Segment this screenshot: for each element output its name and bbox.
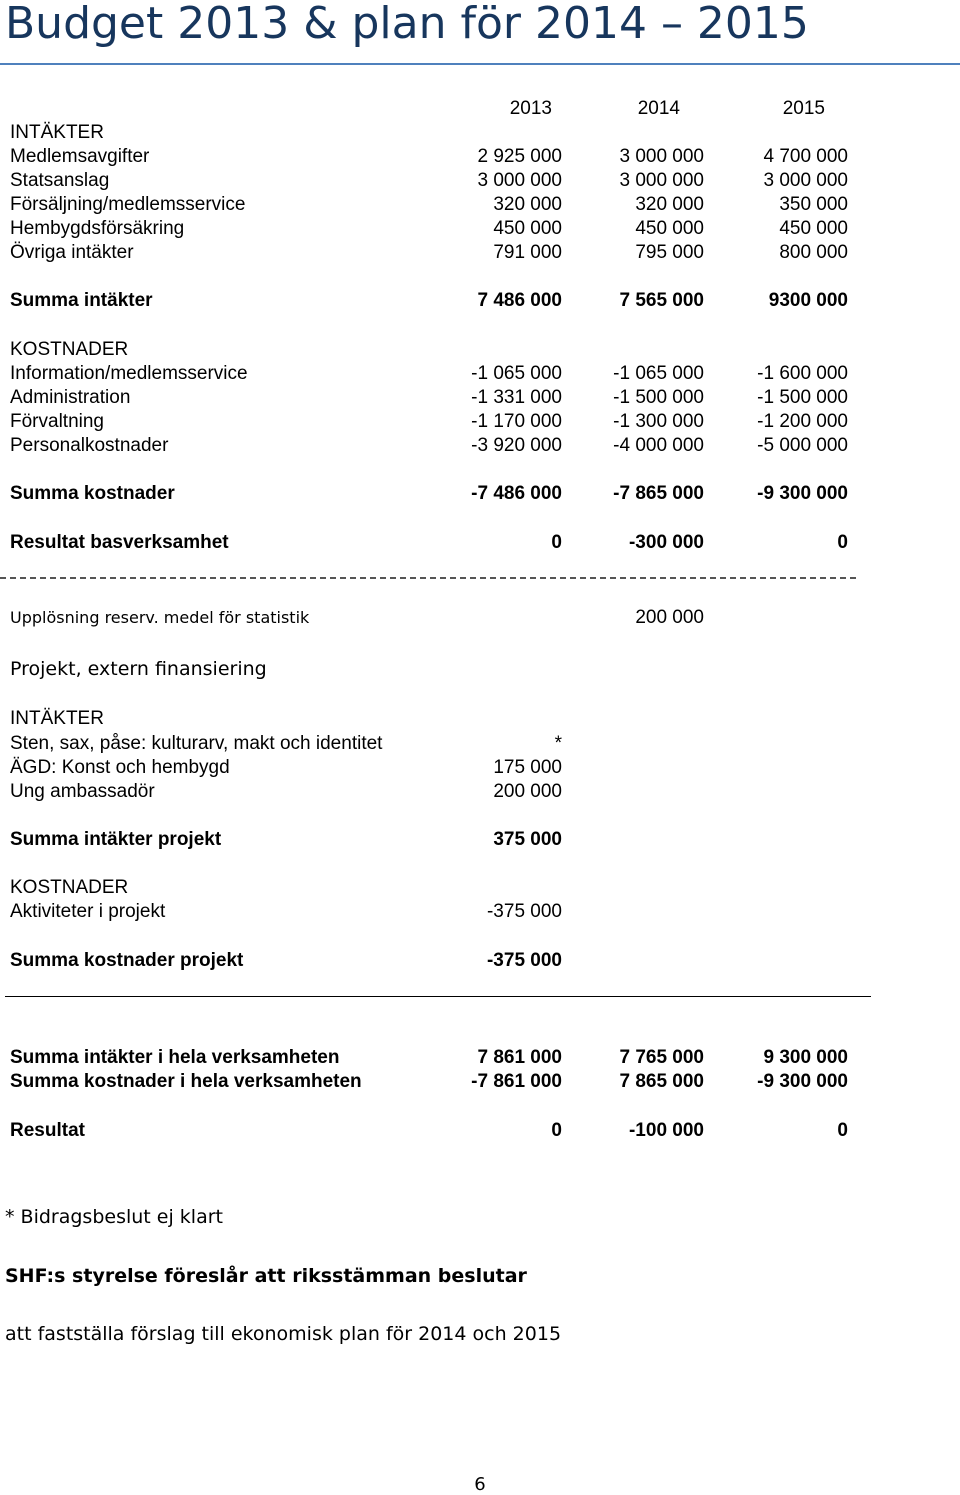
row-label: Sten, sax, påse: kulturarv, makt och identitet bbox=[10, 733, 383, 754]
value-2013: -3 920 000 bbox=[471, 435, 562, 456]
row-label: Summa kostnader bbox=[10, 483, 175, 504]
value-2014: -4 000 000 bbox=[613, 435, 704, 456]
table-row bbox=[0, 241, 960, 265]
project-income-heading-row bbox=[0, 707, 960, 731]
row-label: Summa intäkter projekt bbox=[10, 829, 222, 850]
value-2015: 450 000 bbox=[779, 218, 848, 239]
project-costs-sum-row bbox=[0, 949, 960, 973]
row-label: Personalkostnader bbox=[10, 435, 169, 456]
result-base-row bbox=[0, 531, 960, 555]
value-2014: -100 000 bbox=[628, 1120, 704, 1141]
value-2015: -1 200 000 bbox=[757, 411, 848, 432]
row-label: Resultat bbox=[10, 1120, 85, 1141]
page-title: Budget 2013 & plan för 2014 – 2015 bbox=[5, 0, 809, 49]
table-row bbox=[0, 217, 960, 241]
value-2013: 175 000 bbox=[493, 757, 562, 778]
costs-heading: KOSTNADER bbox=[10, 339, 129, 360]
row-label: Summa kostnader projekt bbox=[10, 950, 244, 971]
year-header-row bbox=[0, 97, 960, 121]
row-label: Summa kostnader i hela verksamheten bbox=[10, 1071, 362, 1092]
value-2014: -1 300 000 bbox=[613, 411, 704, 432]
income-heading: INTÄKTER bbox=[10, 122, 104, 143]
value-2013: 375 000 bbox=[493, 829, 562, 850]
row-label: Statsanslag bbox=[10, 170, 110, 191]
value-2013: 450 000 bbox=[493, 218, 562, 239]
value-2013: 320 000 bbox=[493, 194, 562, 215]
value-2013: -7 861 000 bbox=[471, 1071, 562, 1092]
row-label: Medlemsavgifter bbox=[10, 146, 150, 167]
value-2013: 7 486 000 bbox=[477, 290, 562, 311]
row-label: Aktiviteter i projekt bbox=[10, 901, 166, 922]
value-2014: 795 000 bbox=[635, 242, 704, 263]
row-label: Förvaltning bbox=[10, 411, 104, 432]
page-number: 6 bbox=[474, 1474, 486, 1495]
value-2013: -1 170 000 bbox=[471, 411, 562, 432]
year-2014: 2014 bbox=[637, 98, 680, 119]
reserve-label: Upplösning reserv. medel för statistik bbox=[10, 608, 310, 627]
income-heading-row bbox=[0, 121, 960, 145]
value-2015: -9 300 000 bbox=[757, 483, 848, 504]
row-label: Information/medlemsservice bbox=[10, 363, 248, 384]
value-2013: * bbox=[554, 733, 562, 754]
total-result-row bbox=[0, 1119, 960, 1143]
reserve-value-2014: 200 000 bbox=[635, 607, 704, 628]
value-2015: 800 000 bbox=[779, 242, 848, 263]
value-2013: 791 000 bbox=[493, 242, 562, 263]
value-2014: 7 565 000 bbox=[619, 290, 704, 311]
value-2015: -1 500 000 bbox=[757, 387, 848, 408]
value-2015: -1 600 000 bbox=[757, 363, 848, 384]
row-label: Administration bbox=[10, 387, 131, 408]
value-2015: 4 700 000 bbox=[763, 146, 848, 167]
decision-text: att fastställa förslag till ekonomisk plan för 2014 och 2015 bbox=[5, 1323, 562, 1345]
value-2013: -7 486 000 bbox=[471, 483, 562, 504]
value-2013: -1 065 000 bbox=[471, 363, 562, 384]
total-costs-row bbox=[0, 1070, 960, 1094]
row-label: Övriga intäkter bbox=[10, 242, 134, 263]
value-2015: 9300 000 bbox=[768, 290, 848, 311]
value-2015: -5 000 000 bbox=[757, 435, 848, 456]
table-row bbox=[0, 145, 960, 169]
project-heading: Projekt, extern finansiering bbox=[10, 658, 267, 680]
table-row bbox=[0, 362, 960, 386]
table-row bbox=[0, 780, 960, 804]
value-2015: 350 000 bbox=[779, 194, 848, 215]
table-row bbox=[0, 900, 960, 924]
value-2013: 200 000 bbox=[493, 781, 562, 802]
value-2013: 7 861 000 bbox=[477, 1047, 562, 1068]
income-sum-row bbox=[0, 289, 960, 313]
value-2014: 7 865 000 bbox=[619, 1071, 704, 1092]
row-label: ÄGD: Konst och hembygd bbox=[10, 757, 230, 778]
value-2014: 3 000 000 bbox=[619, 170, 704, 191]
value-2014: -1 500 000 bbox=[613, 387, 704, 408]
value-2014: -1 065 000 bbox=[613, 363, 704, 384]
value-2014: 320 000 bbox=[635, 194, 704, 215]
title-underline bbox=[0, 63, 960, 65]
row-label: Summa intäkter i hela verksamheten bbox=[10, 1047, 340, 1068]
value-2013: 2 925 000 bbox=[477, 146, 562, 167]
value-2015: 0 bbox=[837, 1120, 848, 1141]
solid-divider bbox=[5, 996, 871, 997]
value-2014: 3 000 000 bbox=[619, 146, 704, 167]
proposal-text: SHF:s styrelse föreslår att riksstämman beslutar bbox=[5, 1265, 527, 1287]
table-row bbox=[0, 386, 960, 410]
row-label: Försäljning/medlemsservice bbox=[10, 194, 246, 215]
table-row bbox=[0, 732, 960, 756]
table-row bbox=[0, 169, 960, 193]
dashed-divider bbox=[0, 577, 856, 579]
value-2013: -1 331 000 bbox=[471, 387, 562, 408]
costs-heading-row bbox=[0, 338, 960, 362]
row-label: Hembygdsförsäkring bbox=[10, 218, 185, 239]
row-label: Summa intäkter bbox=[10, 290, 153, 311]
footnote: * Bidragsbeslut ej klart bbox=[5, 1206, 223, 1228]
total-income-row bbox=[0, 1046, 960, 1070]
project-income-sum-row bbox=[0, 828, 960, 852]
project-income-heading: INTÄKTER bbox=[10, 708, 104, 729]
value-2014: -300 000 bbox=[628, 532, 704, 553]
year-2013: 2013 bbox=[509, 98, 552, 119]
value-2014: 7 765 000 bbox=[619, 1047, 704, 1068]
table-row bbox=[0, 193, 960, 217]
row-label: Ung ambassadör bbox=[10, 781, 155, 802]
value-2013: 0 bbox=[551, 532, 562, 553]
value-2015: 9 300 000 bbox=[763, 1047, 848, 1068]
project-costs-heading-row bbox=[0, 876, 960, 900]
reserve-row bbox=[0, 606, 960, 630]
row-label: Resultat basverksamhet bbox=[10, 532, 229, 553]
value-2015: 0 bbox=[837, 532, 848, 553]
table-row bbox=[0, 434, 960, 458]
value-2013: 0 bbox=[551, 1120, 562, 1141]
value-2014: -7 865 000 bbox=[613, 483, 704, 504]
value-2014: 450 000 bbox=[635, 218, 704, 239]
value-2013: 3 000 000 bbox=[477, 170, 562, 191]
table-row bbox=[0, 756, 960, 780]
project-costs-heading: KOSTNADER bbox=[10, 877, 129, 898]
value-2013: -375 000 bbox=[486, 950, 562, 971]
value-2013: -375 000 bbox=[486, 901, 562, 922]
value-2015: -9 300 000 bbox=[757, 1071, 848, 1092]
table-row bbox=[0, 410, 960, 434]
project-heading-row bbox=[0, 657, 960, 681]
costs-sum-row bbox=[0, 482, 960, 506]
year-2015: 2015 bbox=[782, 98, 825, 119]
value-2015: 3 000 000 bbox=[763, 170, 848, 191]
